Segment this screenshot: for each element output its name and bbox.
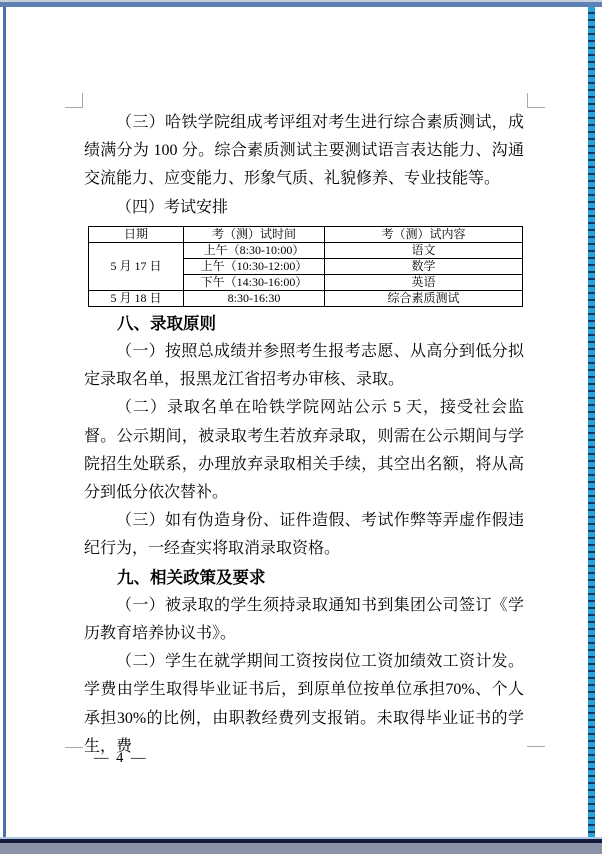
table-row (89, 290, 523, 306)
table-header-time: 考（测）试时间 (184, 226, 325, 242)
page-number: — 4 — (94, 750, 148, 766)
crop-mark-bottom-left (65, 747, 83, 748)
section-heading-admission-principles: 八、录取原则 (117, 314, 216, 333)
table-cell-subject: 综合素质测试 (325, 290, 523, 306)
table-cell-date-may17: 5 月 17 日 (89, 242, 184, 290)
paragraph-policy-1: （一）被录取的学生须持录取通知书到集团公司签订《学历教育培养协议书》。 (84, 596, 524, 643)
table-cell-subject: 英语 (325, 274, 523, 290)
frame-bottom-gray-edge (0, 843, 602, 854)
paragraph-policy-2: （二）学生在就学期间工资按岗位工资加绩效工资计发。学费由学生取得毕业证书后，到原单位按单位承担70%、个人承担30%的比例，由职教经费列支报销。未取得毕业证书的学生，费 (84, 653, 524, 755)
frame-left-edge (3, 7, 6, 837)
frame-top-edge (0, 2, 602, 7)
frame-right-dashed-edge (588, 7, 595, 837)
crop-mark-top-left (65, 107, 83, 108)
table-header-content: 考（测）试内容 (325, 226, 523, 242)
paragraph-admission-1: （一）按照总成绩并参照考生报考志愿、从高分到低分拟定录取名单，报黑龙江省招考办审核、录取。 (84, 343, 524, 389)
table-cell-time: 下午（14:30-16:00） (184, 274, 325, 290)
paragraph-admission-3: （三）如有伪造身份、证件造假、考试作弊等弄虚作假违纪行为，一经查实将取消录取资格。 (84, 512, 524, 558)
section-heading-policies-requirements: 九、相关政策及要求 (117, 568, 266, 587)
paragraph-exam-schedule-label: （四）考试安排 (116, 198, 229, 216)
document-body (84, 109, 524, 761)
crop-mark-top-left-vertical (82, 93, 83, 108)
paragraph-admission-2: （二）录取名单在哈铁学院网站公示 5 天，接受社会监督。公示期间，被录取考生若放弃录取，则需在公示期间与学院招生处联系，办理放弃录取相关手续，其空出名额，将从高分到低分依次替补。 (84, 399, 524, 502)
table-cell-subject: 数学 (325, 258, 523, 274)
table-cell-date-may18: 5 月 18 日 (89, 290, 184, 306)
table-cell-subject: 语文 (325, 242, 523, 258)
crop-mark-top-right (527, 107, 545, 108)
crop-mark-top-right-vertical (527, 93, 528, 108)
exam-schedule-table (88, 226, 523, 307)
table-header-row (89, 226, 523, 242)
table-cell-time: 上午（10:30-12:00） (184, 258, 325, 274)
paragraph-comprehensive-test: （三）哈铁学院组成考评组对考生进行综合素质测试，成绩满分为 100 分。综合素质测试主要测试语言表达能力、沟通交流能力、应变能力、形象气质、礼貌修养、专业技能等。 (84, 114, 524, 188)
table-row (89, 242, 523, 258)
table-header-date: 日期 (89, 226, 184, 242)
table-cell-time: 上午（8:30-10:00） (184, 242, 325, 258)
table-cell-time: 8:30-16:30 (184, 290, 325, 306)
crop-mark-bottom-right (527, 746, 545, 747)
